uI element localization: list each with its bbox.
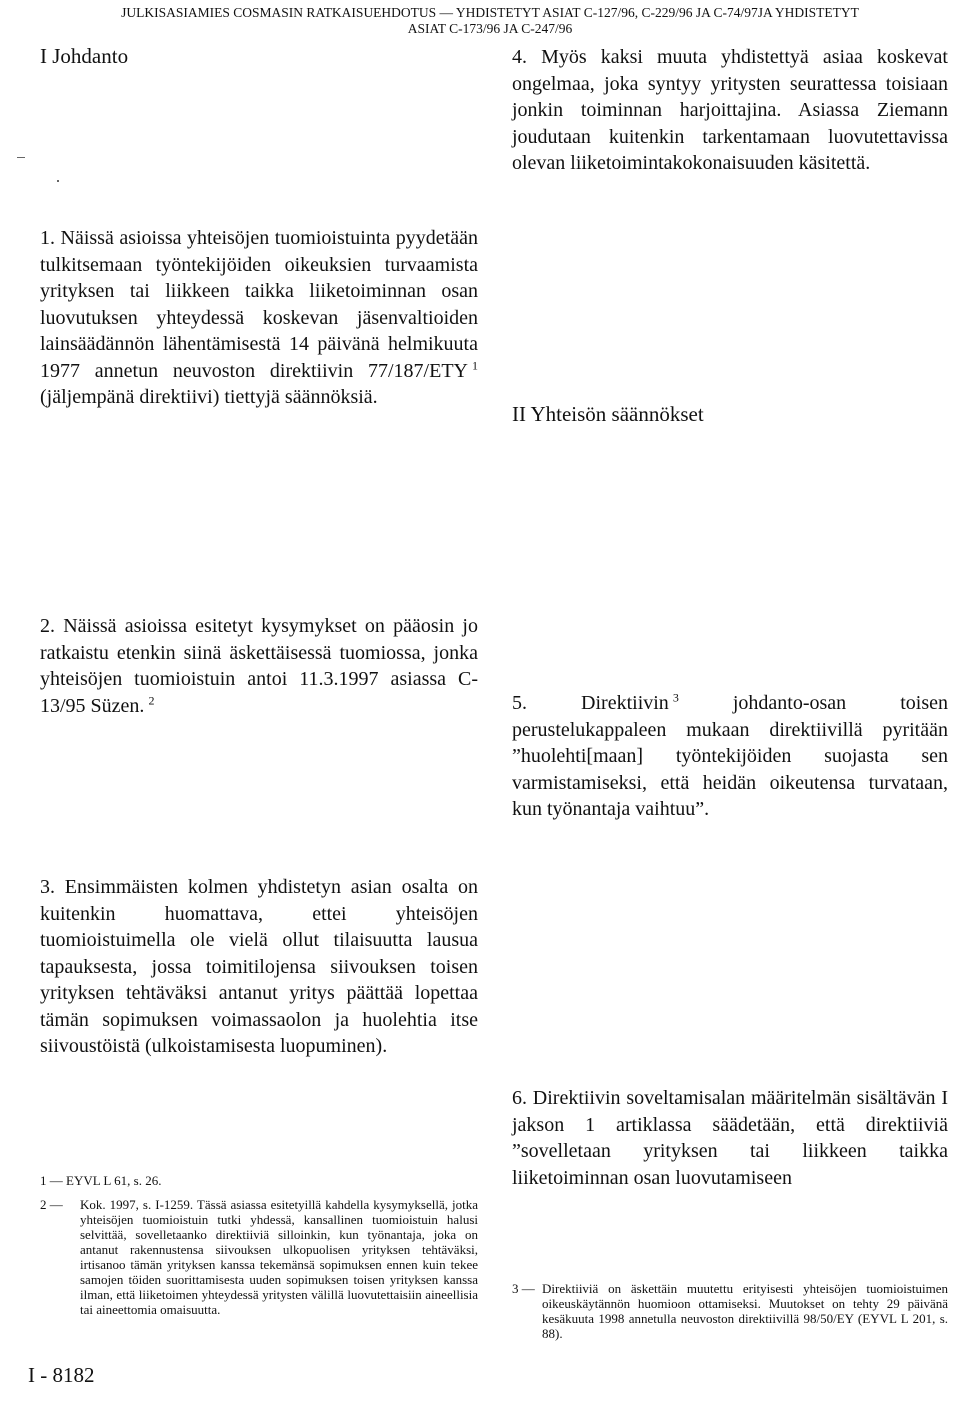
paragraph-5-text: 5. Direktiivin bbox=[512, 692, 669, 714]
paragraph-4: 4. Myös kaksi muuta yhdistettyä asiaa koskevat ongelmaa, joka syntyy yritysten seurattessa toisiaan jonkin toiminnan harjoittajina. Asiassa Ziemann joudutaan kuitenkin tarkentamaan luovutettavissa olevan liiketoimintakokonaisuuden käsitettä. bbox=[512, 46, 948, 174]
footnote-1 bbox=[40, 1173, 478, 1188]
footnote-2-number: 2 — bbox=[40, 1197, 63, 1212]
scan-mark-dot bbox=[57, 180, 59, 182]
footnote-1-number: 1 — bbox=[40, 1173, 63, 1188]
footnote-ref-3[interactable]: 3 bbox=[672, 690, 679, 705]
scan-mark-dash bbox=[17, 157, 25, 158]
footnote-3 bbox=[512, 1281, 948, 1341]
footnote-3-number: 3 — bbox=[512, 1281, 535, 1296]
paragraph-6: 6. Direktiivin soveltamisalan määritelmän sisältävän I jakson 1 artiklassa säädetään, että direktiiviä ”sovelletaan yrityksen tai liikkeen taikka liiketoiminnan osan luovutamiseen bbox=[512, 1087, 948, 1189]
footnote-1-text: EYVL L 61, s. 26. bbox=[66, 1173, 162, 1188]
paragraph-2 bbox=[40, 613, 478, 719]
paragraph-5-text-end: johdanto-osan toisen perustelukappaleen mukaan direktiivillä pyritään ”huolehti[maan] työntekijöiden suojasta sen varmistamiseksi, että heidän oikeutensa turvataan, kun työnantaja vaihtuu”. bbox=[512, 692, 948, 820]
paragraph-1 bbox=[40, 225, 478, 411]
paragraph-5 bbox=[512, 690, 948, 823]
page-number: I - 8182 bbox=[28, 1363, 95, 1387]
paragraph-1-text-end: (jäljempänä direktiivi) tiettyjä säännöksiä. bbox=[40, 386, 378, 408]
paragraph-2-text: 2. Näissä asioissa esitetyt kysymykset on pääosin jo ratkaistu etenkin siinä äskettäisessä tuomiossa, jonka yhteisöjen tuomioistuin antoi 11.3.1997 asiassa C-13/95 Süzen. bbox=[40, 615, 478, 717]
footnote-ref-1[interactable]: 1 bbox=[472, 357, 478, 372]
footnote-ref-2[interactable]: 2 bbox=[148, 692, 155, 707]
footnote-2 bbox=[40, 1197, 478, 1317]
running-header-line-1: JULKISASIAMIES COSMASIN RATKAISUEHDOTUS — YHDISTETYT ASIAT C-127/96, C-229/96 JA C-74/97JA YHDISTETYT bbox=[121, 5, 859, 20]
running-header bbox=[40, 5, 940, 37]
footnote-2-text: Kok. 1997, s. I-1259. Tässä asiassa esitetyillä kahdella kysymyksellä, jotka yhteisöjen tuomioistuin tutki yhdessä, kansallinen tuomioistuin halusi selvittää, sovelletaanko direktiiviä silloinkin, kun työnantaja, joka on antanut rakennustensa siivouksen ulkopuolisen yrityksen tehtäväksi, irtisanoo tämän yrityksen kanssa tekemänsä sopimuksen ennen kuin tekee samojen töiden suorittamisesta uuden sopimuksen toisen yrityksen kanssa ilman, että liiketoimen yhteydessä yritysten välillä luovutettaisiin aineellisia tai aineettomia omaisuutta. bbox=[80, 1197, 478, 1317]
running-header-line-2: ASIAT C-173/96 JA C-247/96 bbox=[407, 21, 573, 36]
paragraph-3: 3. Ensimmäisten kolmen yhdistetyn asian osalta on kuitenkin huomattava, ettei yhteisöjen tuomioistuimella ole vielä ollut tilaisuutta lausua tapauksesta, jossa toimitilojensa siivouksen toisen yrityksen tehtäväksi antanut yritys päättää lopettaa tämän sopimuksen voimassaolon ja huolehtia itse siivoustöistä (ulkoistamisesta luopuminen). bbox=[40, 876, 478, 1057]
section-heading-rules: II Yhteisön säännökset bbox=[512, 402, 704, 426]
section-heading-intro: I Johdanto bbox=[40, 44, 129, 68]
footnote-3-text: Direktiiviä on äskettäin muutettu erityisesti yhteisöjen tuomioistuimen oikeuskäytännön huomioon ottamiseksi. Muutokset on tehty 29 päivänä kesäkuuta 1998 annetulla neuvoston direktiivillä 98/50/EY (EYVL L 201, s. 88). bbox=[542, 1281, 948, 1341]
paragraph-1-text: 1. Näissä asioissa yhteisöjen tuomioistuinta pyydetään tulkitsemaan työntekijöiden oikeuksien turvaamista yrityksen tai liikkeen taikka liiketoiminnan osan luovutuksen yhteydessä koskevan jäsenvaltioiden lainsäädännön lähentämisestä 14 päivänä helmikuuta 1977 annetun neuvoston direktiivin 77/187/ETY bbox=[40, 227, 478, 382]
